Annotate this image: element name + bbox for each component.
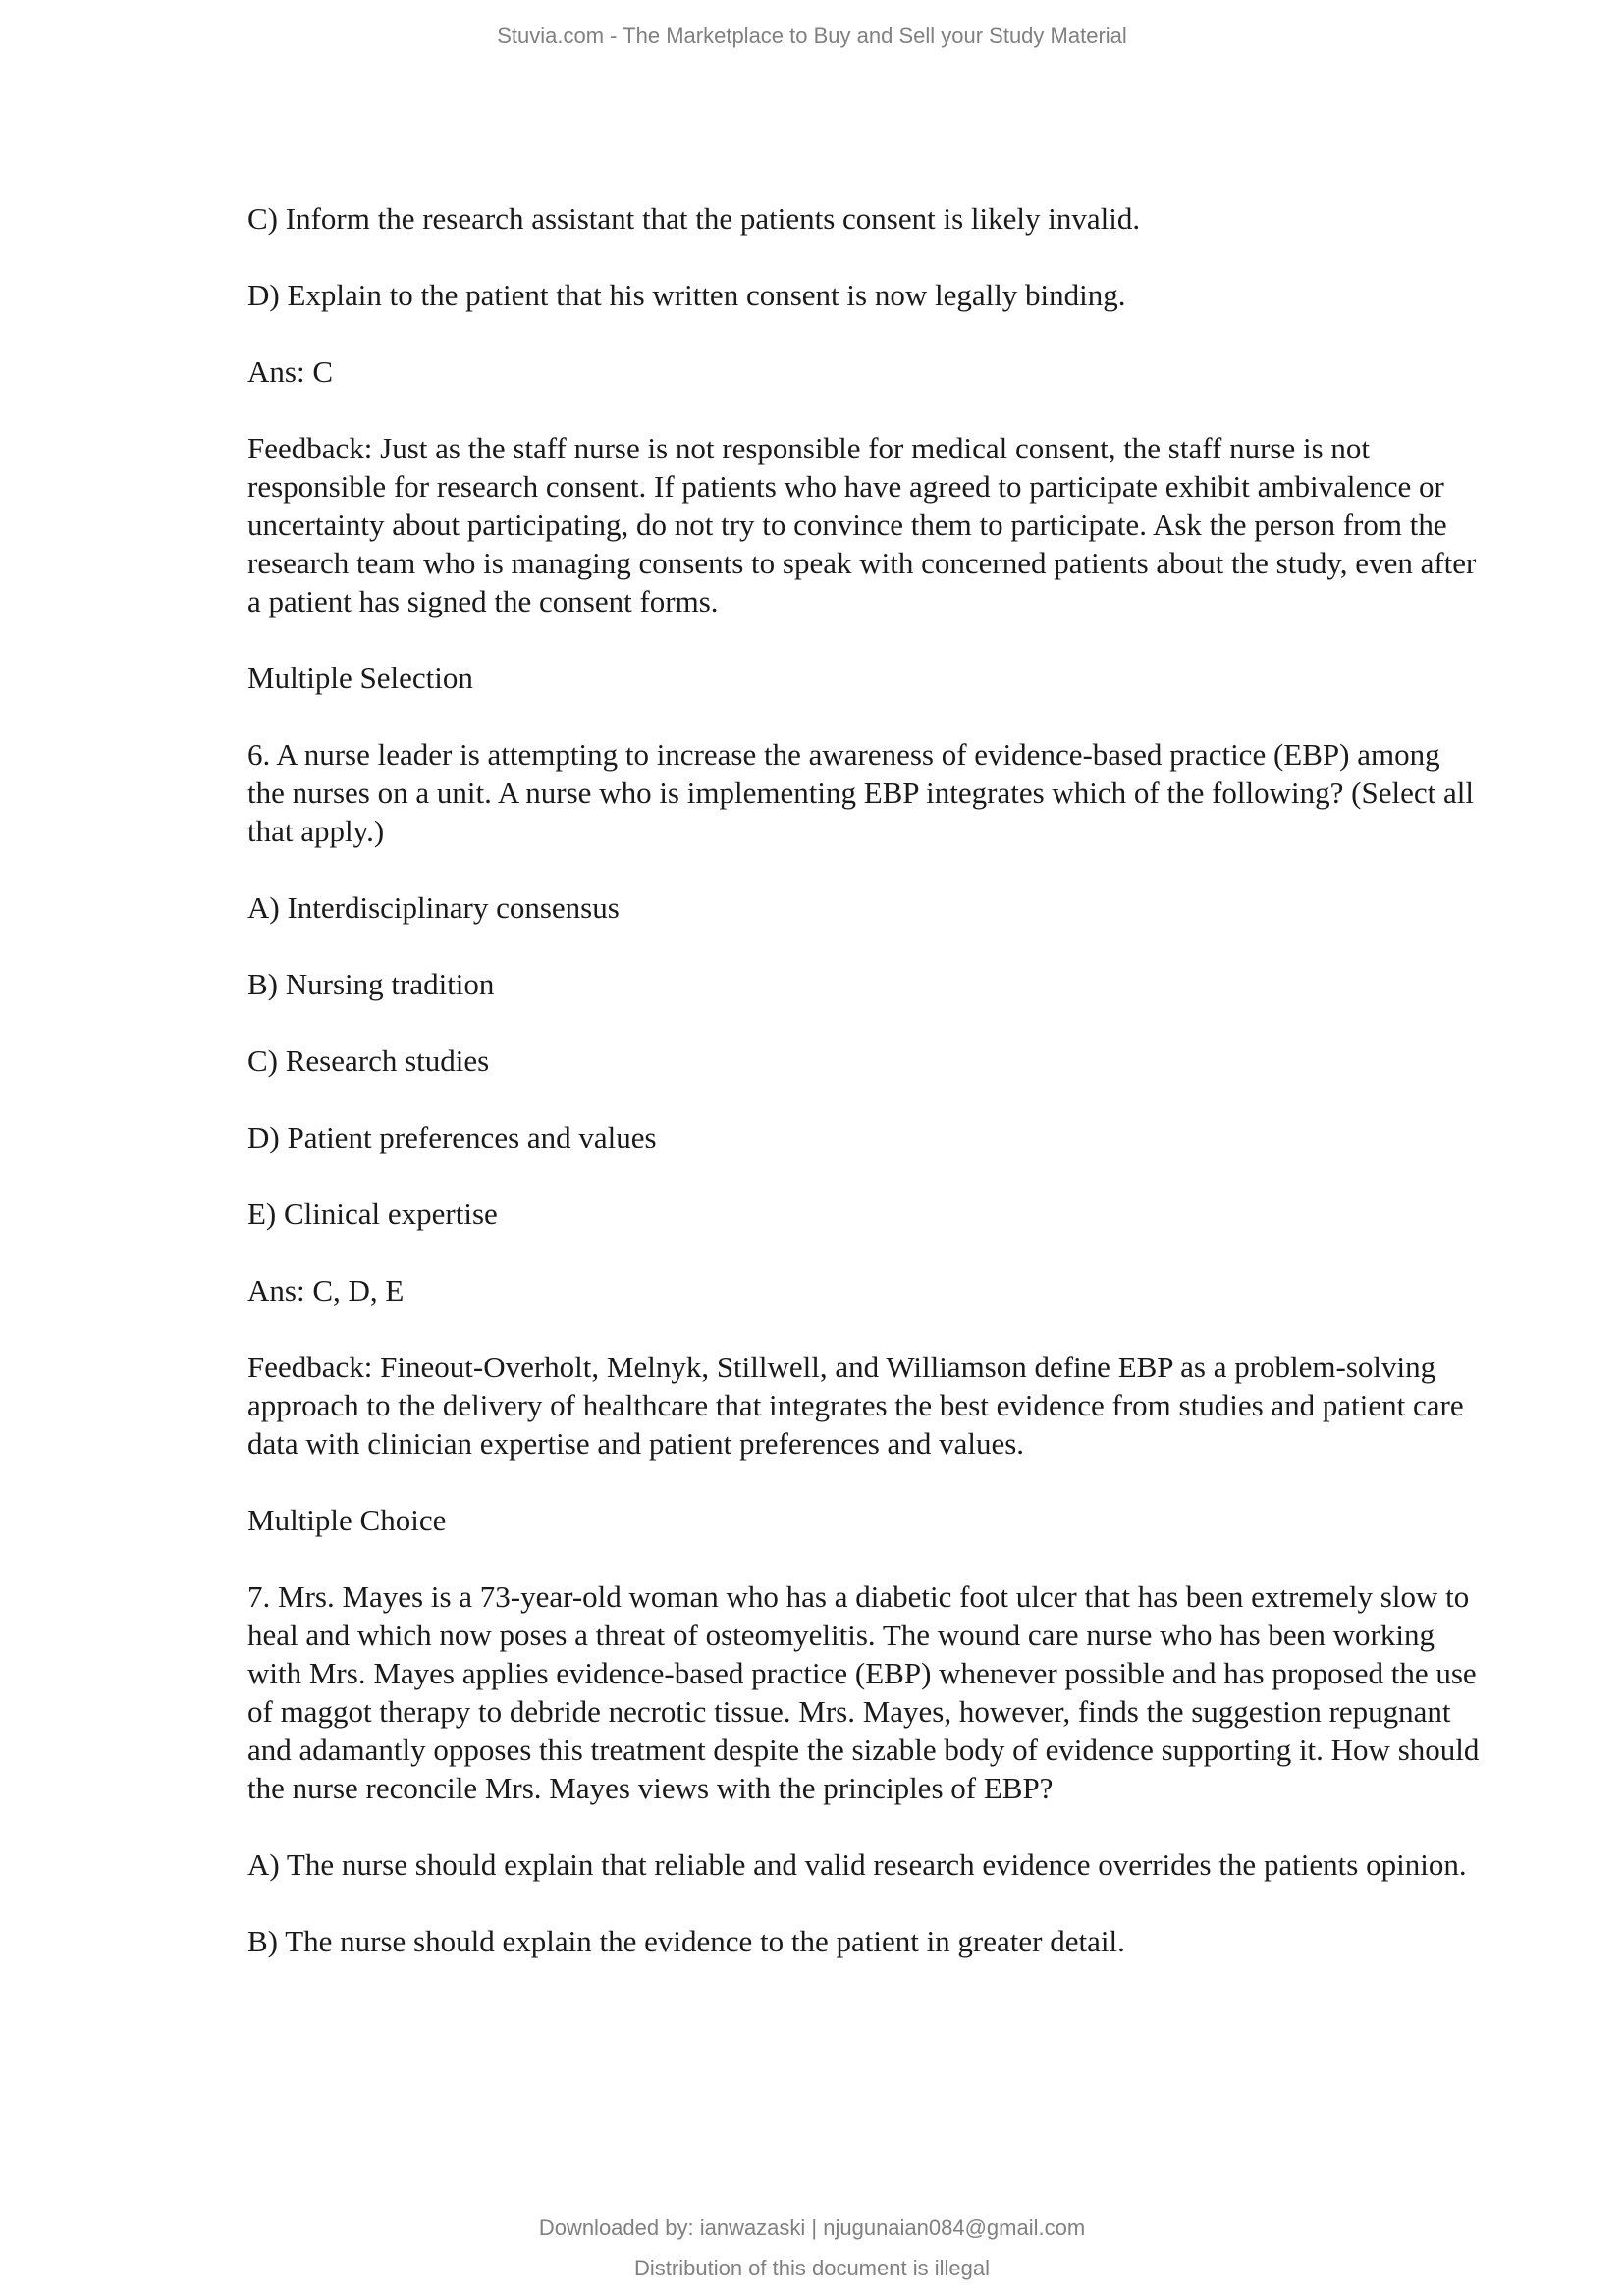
- paragraph: [247, 1501, 1593, 1539]
- paragraph: [247, 1577, 1593, 1807]
- text-line: A) The nurse should explain that reliable and valid research evidence overrides the patients opinion.: [247, 1847, 1467, 1882]
- text-line: a patient has signed the consent forms.: [247, 584, 719, 618]
- text-line: Multiple Selection: [247, 661, 473, 695]
- text-line: 6. A nurse leader is attempting to increase the awareness of evidence-based practice (EBP) among: [247, 737, 1440, 772]
- paragraph: [247, 1195, 1593, 1233]
- text-line: Feedback: Just as the staff nurse is not responsible for medical consent, the staff nurse is not: [247, 431, 1371, 465]
- text-line: Ans: C: [247, 354, 333, 389]
- page-header: Stuvia.com - The Marketplace to Buy and Sell your Study Material: [497, 24, 1127, 48]
- text-line: of maggot therapy to debride necrotic tissue. Mrs. Mayes, however, finds the suggestion repugnant: [247, 1694, 1451, 1729]
- text-line: D) Explain to the patient that his written consent is now legally binding.: [247, 278, 1126, 312]
- text-line: Feedback: Fineout-Overholt, Melnyk, Stillwell, and Williamson define EBP as a problem-solving: [247, 1350, 1436, 1384]
- paragraph: [247, 965, 1593, 1003]
- text-line: the nurse reconcile Mrs. Mayes views with the principles of EBP?: [247, 1771, 1054, 1805]
- paragraph: [247, 429, 1593, 620]
- text-line: with Mrs. Mayes applies evidence-based practice (EBP) whenever possible and has proposed the use: [247, 1656, 1477, 1690]
- paragraph: [247, 1922, 1593, 1960]
- text-line: heal and which now poses a threat of osteomyelitis. The wound care nurse who has been working: [247, 1618, 1435, 1652]
- text-line: that apply.): [247, 814, 385, 848]
- text-line: Multiple Choice: [247, 1503, 447, 1537]
- footer-notice: Distribution of this document is illegal: [634, 2256, 990, 2280]
- text-line: and adamantly opposes this treatment despite the sizable body of evidence supporting it. How should: [247, 1733, 1480, 1767]
- text-line: research team who is managing consents to speak with concerned patients about the study, even after: [247, 546, 1477, 580]
- paragraph: [247, 1348, 1593, 1463]
- paragraph: [247, 1271, 1593, 1309]
- text-line: D) Patient preferences and values: [247, 1120, 657, 1154]
- paragraph: [247, 735, 1593, 850]
- footer-downloaded-by: Downloaded by: ianwazaski | njugunaian084@gmail.com: [538, 2216, 1086, 2240]
- paragraph: [247, 888, 1593, 927]
- text-line: B) The nurse should explain the evidence to the patient in greater detail.: [247, 1924, 1125, 1958]
- text-line: E) Clinical expertise: [247, 1197, 498, 1231]
- paragraph: [247, 659, 1593, 697]
- text-line: uncertainty about participating, do not try to convince them to participate. Ask the person from the: [247, 507, 1447, 542]
- text-line: A) Interdisciplinary consensus: [247, 890, 620, 925]
- text-line: C) Research studies: [247, 1043, 490, 1078]
- paragraph: [247, 199, 1593, 238]
- text-line: Ans: C, D, E: [247, 1273, 405, 1308]
- paragraph: [247, 1041, 1593, 1080]
- text-line: 7. Mrs. Mayes is a 73-year-old woman who has a diabetic foot ulcer that has been extremely slow to: [247, 1579, 1470, 1614]
- paragraph: [247, 352, 1593, 391]
- text-line: C) Inform the research assistant that the patients consent is likely invalid.: [247, 201, 1141, 236]
- text-line: data with clinician expertise and patient preferences and values.: [247, 1426, 1025, 1461]
- text-line: B) Nursing tradition: [247, 967, 495, 1001]
- paragraph: [247, 1845, 1593, 1884]
- text-line: the nurses on a unit. A nurse who is implementing EBP integrates which of the following? (Select all: [247, 775, 1474, 810]
- document-body: [247, 199, 1593, 1999]
- paragraph: [247, 1118, 1593, 1156]
- text-line: approach to the delivery of healthcare that integrates the best evidence from studies and patient care: [247, 1388, 1464, 1422]
- paragraph: [247, 276, 1593, 314]
- text-line: responsible for research consent. If patients who have agreed to participate exhibit ambivalence or: [247, 469, 1444, 504]
